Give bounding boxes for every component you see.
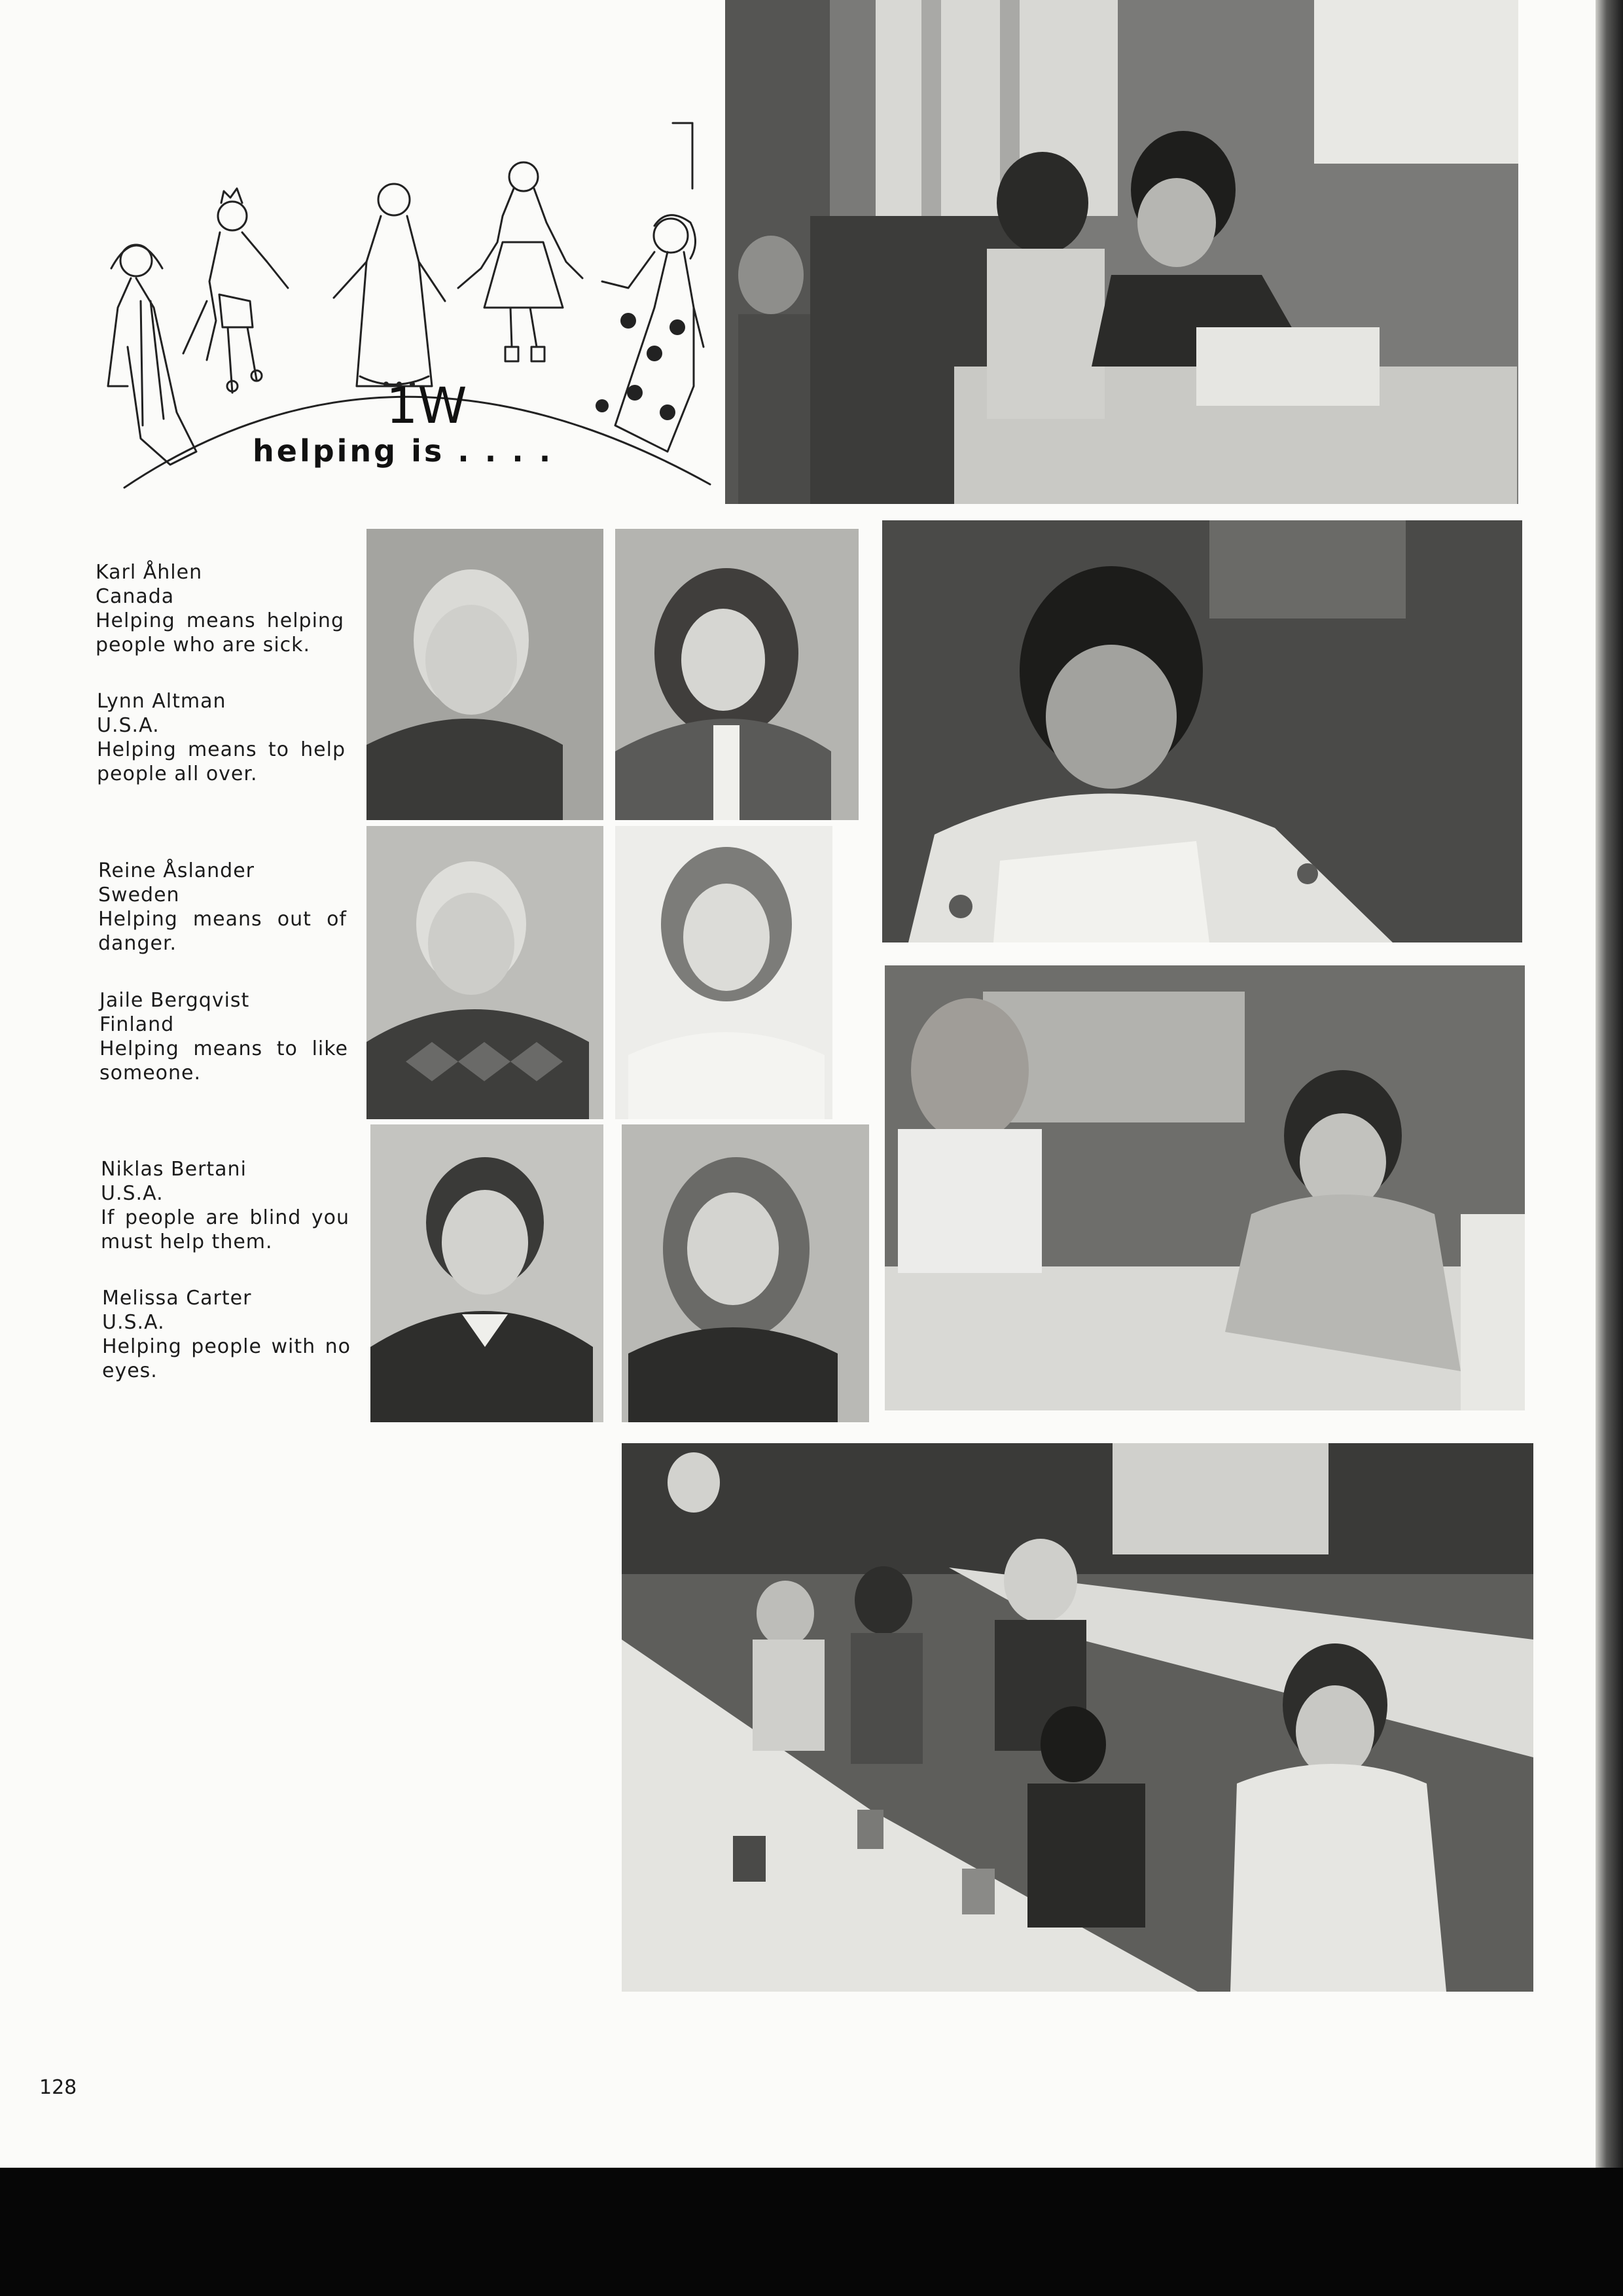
student-name: Niklas Bertani (101, 1158, 247, 1181)
portrait-karl-ahlen (366, 529, 603, 820)
caption-karl-ahlen (96, 560, 344, 657)
portrait-lynn-altman (615, 529, 859, 820)
theme-title: helping is . . . . (253, 433, 554, 469)
teacher-with-child-photo (725, 0, 1518, 504)
page-number: 128 (39, 2076, 77, 2099)
portrait-jaile-bergqvist (615, 826, 832, 1119)
student-name: Lynn Altman (97, 690, 226, 713)
children-drawing-photo (885, 965, 1525, 1410)
caption-melissa-carter (102, 1286, 351, 1383)
student-quote: If people are blind you must help them. (101, 1206, 349, 1253)
classroom-snack-photo (622, 1443, 1533, 1992)
scan-background (0, 2168, 1623, 2296)
caption-lynn-altman (97, 689, 346, 786)
student-country: Finland (99, 1013, 175, 1036)
student-name: Karl Åhlen (96, 561, 203, 584)
student-name: Jaile Bergqvist (99, 989, 250, 1012)
caption-jaile-bergqvist (99, 988, 348, 1085)
student-country: Sweden (98, 884, 180, 906)
portrait-reine-aslander (366, 826, 603, 1119)
student-quote: Helping means out of danger. (98, 908, 347, 955)
page-binding-edge (1596, 0, 1623, 2168)
student-quote: Helping means to help people all over. (97, 738, 346, 785)
class-label: 1W (386, 376, 467, 435)
student-quote: Helping people with no eyes. (102, 1335, 351, 1382)
student-country: U.S.A. (97, 714, 160, 737)
portrait-niklas-bertani (370, 1124, 603, 1422)
student-country: U.S.A. (101, 1182, 164, 1205)
student-name: Reine Åslander (98, 859, 255, 882)
student-quote: Helping means helping people who are sick. (96, 609, 344, 656)
child-with-paper-photo (882, 520, 1522, 942)
student-name: Melissa Carter (102, 1287, 252, 1310)
student-country: U.S.A. (102, 1311, 165, 1334)
portrait-melissa-carter (622, 1124, 869, 1422)
caption-reine-aslander (98, 859, 347, 956)
caption-niklas-bertani (101, 1157, 349, 1254)
student-quote: Helping means to like someone. (99, 1037, 348, 1085)
student-country: Canada (96, 585, 175, 608)
